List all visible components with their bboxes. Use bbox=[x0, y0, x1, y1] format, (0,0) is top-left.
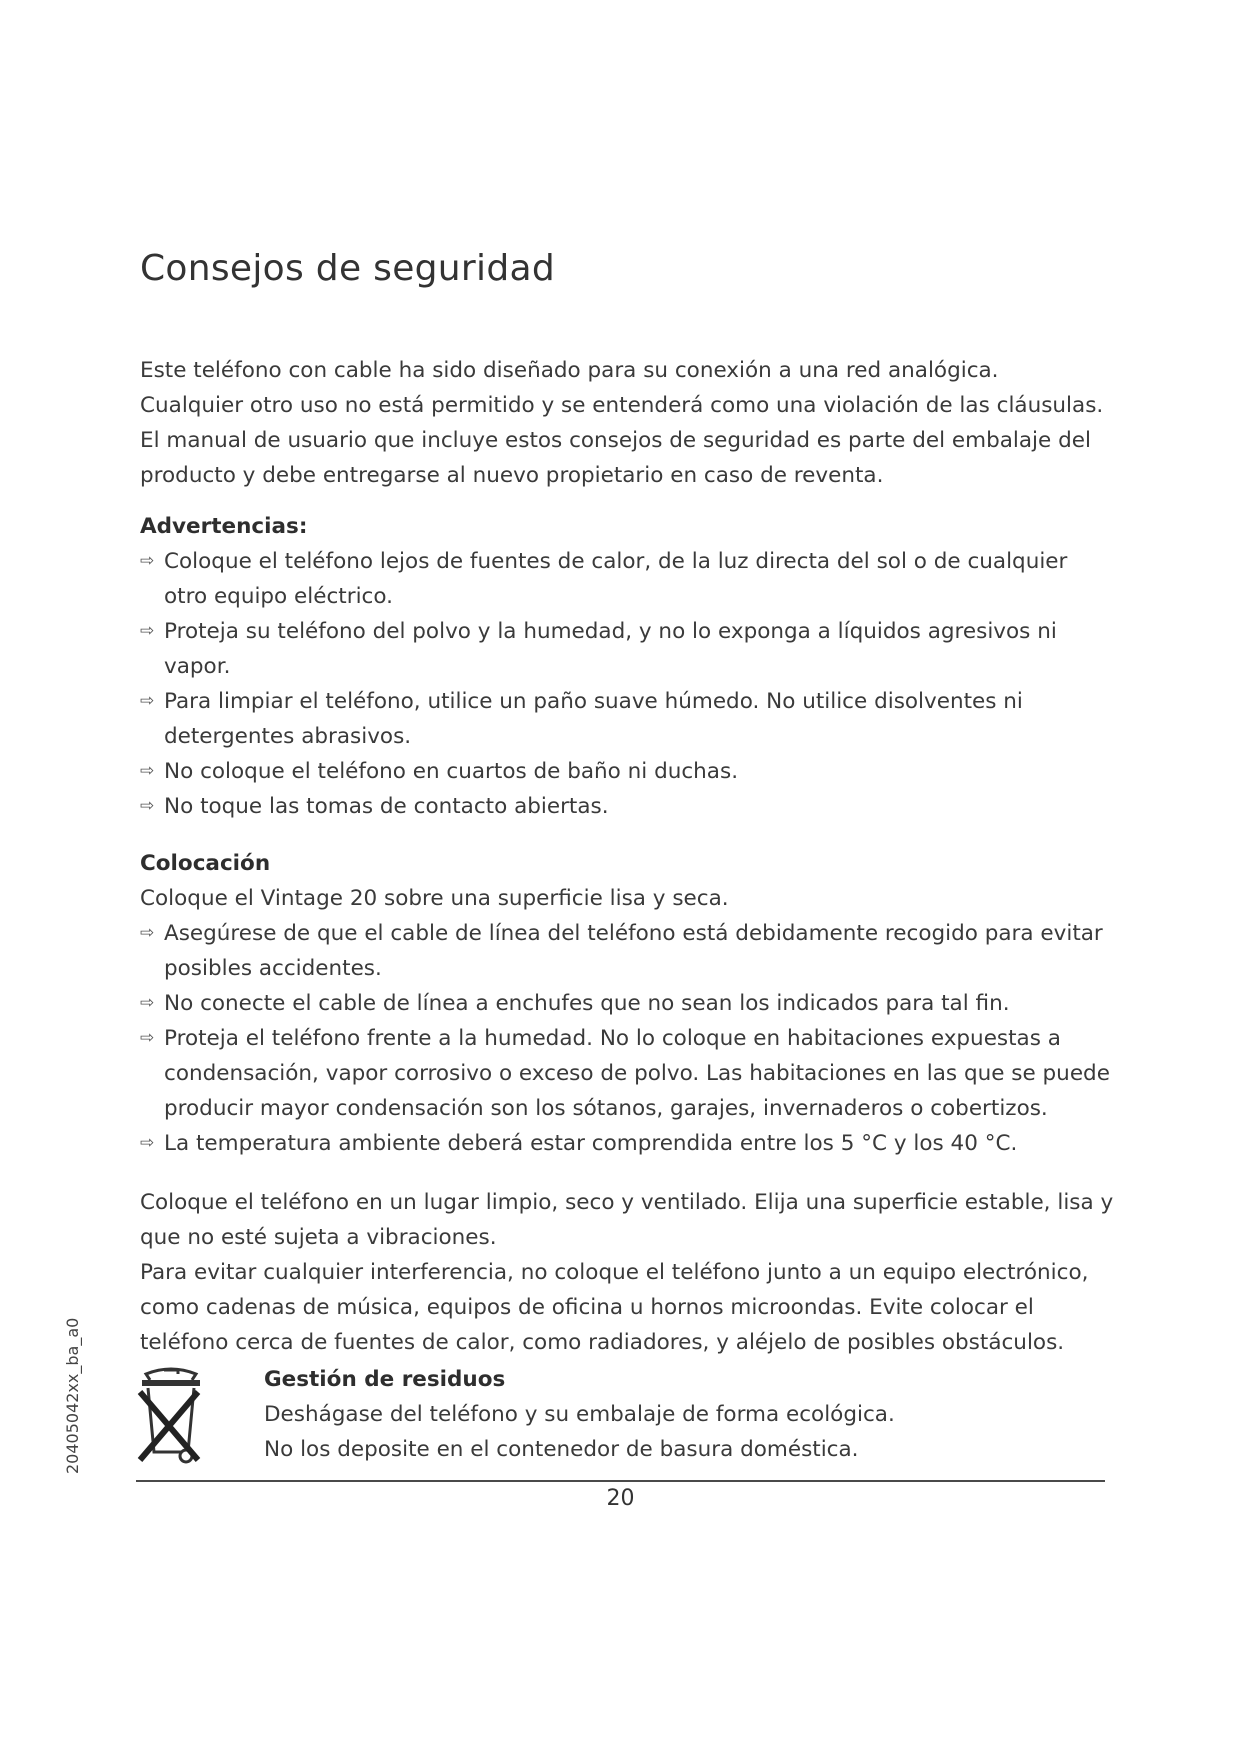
intro-paragraph bbox=[140, 353, 1115, 493]
placement-item: ⇨ No conecte el cable de línea a enchufes que no sean los indicados para tal fin. bbox=[140, 986, 1115, 1021]
placement-item: ⇨ Asegúrese de que el cable de línea del teléfono está debidamente recogido para evitar posibles accidentes. bbox=[140, 916, 1115, 986]
warning-item: ⇨ No coloque el teléfono en cuartos de baño ni duchas. bbox=[140, 754, 1115, 789]
waste-line: No los deposite en el contenedor de basura doméstica. bbox=[264, 1437, 859, 1462]
main-content bbox=[140, 353, 1115, 1360]
warning-item: ⇨ No toque las tomas de contacto abiertas. bbox=[140, 789, 1115, 824]
waste-section bbox=[130, 1366, 1110, 1481]
warning-item: ⇨ Coloque el teléfono lejos de fuentes de calor, de la luz directa del sol o de cualquier otro equipo eléctrico. bbox=[140, 544, 1115, 614]
placement-list bbox=[140, 916, 1115, 1161]
general-paragraph: Coloque el teléfono en un lugar limpio, seco y ventilado. Elija una superficie estable, lisa y que no esté sujeta a vibraciones. bbox=[140, 1190, 1114, 1250]
warning-item: ⇨ Proteja su teléfono del polvo y la humedad, y no lo exponga a líquidos agresivos ni vapor. bbox=[140, 614, 1115, 684]
intro-line: El manual de usuario que incluye estos consejos de seguridad es parte del embalaje del bbox=[140, 428, 1091, 453]
intro-line: Cualquier otro uso no está permitido y se entenderá como una violación de las cláusulas. bbox=[140, 393, 1104, 418]
warnings-heading: Advertencias: bbox=[140, 514, 308, 539]
document-code: 20405042xx_ba_a0 bbox=[63, 1317, 82, 1474]
intro-line: Este teléfono con cable ha sido diseñado para su conexión a una red analógica. bbox=[140, 358, 999, 383]
page-number: 20 bbox=[606, 1486, 635, 1511]
placement-heading: Colocación bbox=[140, 851, 271, 876]
page-title: Consejos de seguridad bbox=[140, 248, 555, 289]
waste-text bbox=[264, 1362, 1104, 1467]
footer-divider bbox=[136, 1480, 1105, 1482]
warning-item: ⇨ Para limpiar el teléfono, utilice un paño suave húmedo. No utilice disolventes ni detergentes abrasivos. bbox=[140, 684, 1115, 754]
crossed-bin-icon bbox=[136, 1366, 206, 1466]
warnings-list bbox=[140, 544, 1115, 824]
placement-item: ⇨ Proteja el teléfono frente a la humedad. No lo coloque en habitaciones expuestas a condensación, vapor corrosivo o exceso de polvo. Las habitaciones en las que se puede producir mayor condensación son los sótanos, garajes, invernaderos o cobertizos. bbox=[140, 1021, 1115, 1126]
intro-line: producto y debe entregarse al nuevo propietario en caso de reventa. bbox=[140, 463, 884, 488]
placement-intro: Coloque el Vintage 20 sobre una superficie lisa y seca. bbox=[140, 886, 729, 911]
waste-line: Deshágase del teléfono y su embalaje de forma ecológica. bbox=[264, 1402, 895, 1427]
general-paragraph: Para evitar cualquier interferencia, no coloque el teléfono junto a un equipo electrónico, como cadenas de música, equipos de oficina u hornos microondas. Evite colocar el teléfono cerca de fuentes de calor, como radiadores, y aléjelo de posibles obstáculos. bbox=[140, 1260, 1089, 1355]
waste-heading: Gestión de residuos bbox=[264, 1367, 506, 1392]
placement-item: ⇨ La temperatura ambiente deberá estar comprendida entre los 5 °C y los 40 °C. bbox=[140, 1126, 1115, 1161]
